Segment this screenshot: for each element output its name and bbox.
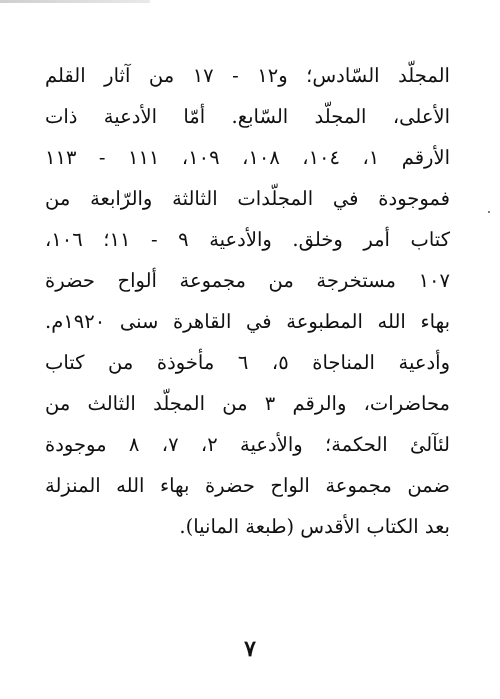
text-line: المجلّد السّادس؛ و١٢ - ١٧ من آثار القلم xyxy=(45,64,450,87)
text-line: وأدعية المناجاة ٥، ٦ مأخوذة من كتاب xyxy=(45,351,450,374)
text-line: الأعلى، المجلّد السّابع. أمّا الأدعية ذات xyxy=(45,105,450,128)
text-line: لئآلئ الحكمة؛ والأدعية ٢، ٧، ٨ موجودة xyxy=(45,433,450,456)
margin-speck xyxy=(488,211,490,213)
text-line: محاضرات، والرقم ٣ من المجلّد الثالث من xyxy=(45,392,450,415)
text-line-last: بعد الكتاب الأقدس (طبعة المانيا). xyxy=(179,515,450,538)
text-line: فموجودة في المجلّدات الثالثة والرّابعة من xyxy=(45,187,450,210)
text-line: كتاب أمر وخلق. والأدعية ٩ - ١١؛ ١٠٦، xyxy=(45,228,450,251)
text-line: ١٠٧ مستخرجة من مجموعة ألواح حضرة xyxy=(45,269,450,292)
text-line: ضمن مجموعة الواح حضرة بهاء الله المنزلة xyxy=(45,474,450,497)
text-line: بهاء الله المطبوعة في القاهرة سنى ١٩٢٠م. xyxy=(45,310,450,333)
top-edge-rule xyxy=(0,0,150,3)
body-text xyxy=(45,55,450,547)
text-line: الأرقم ١، ١٠٤، ١٠٨، ١٠٩، ١١١ - ١١٣ xyxy=(45,146,450,169)
page-number: ٧ xyxy=(244,636,256,662)
